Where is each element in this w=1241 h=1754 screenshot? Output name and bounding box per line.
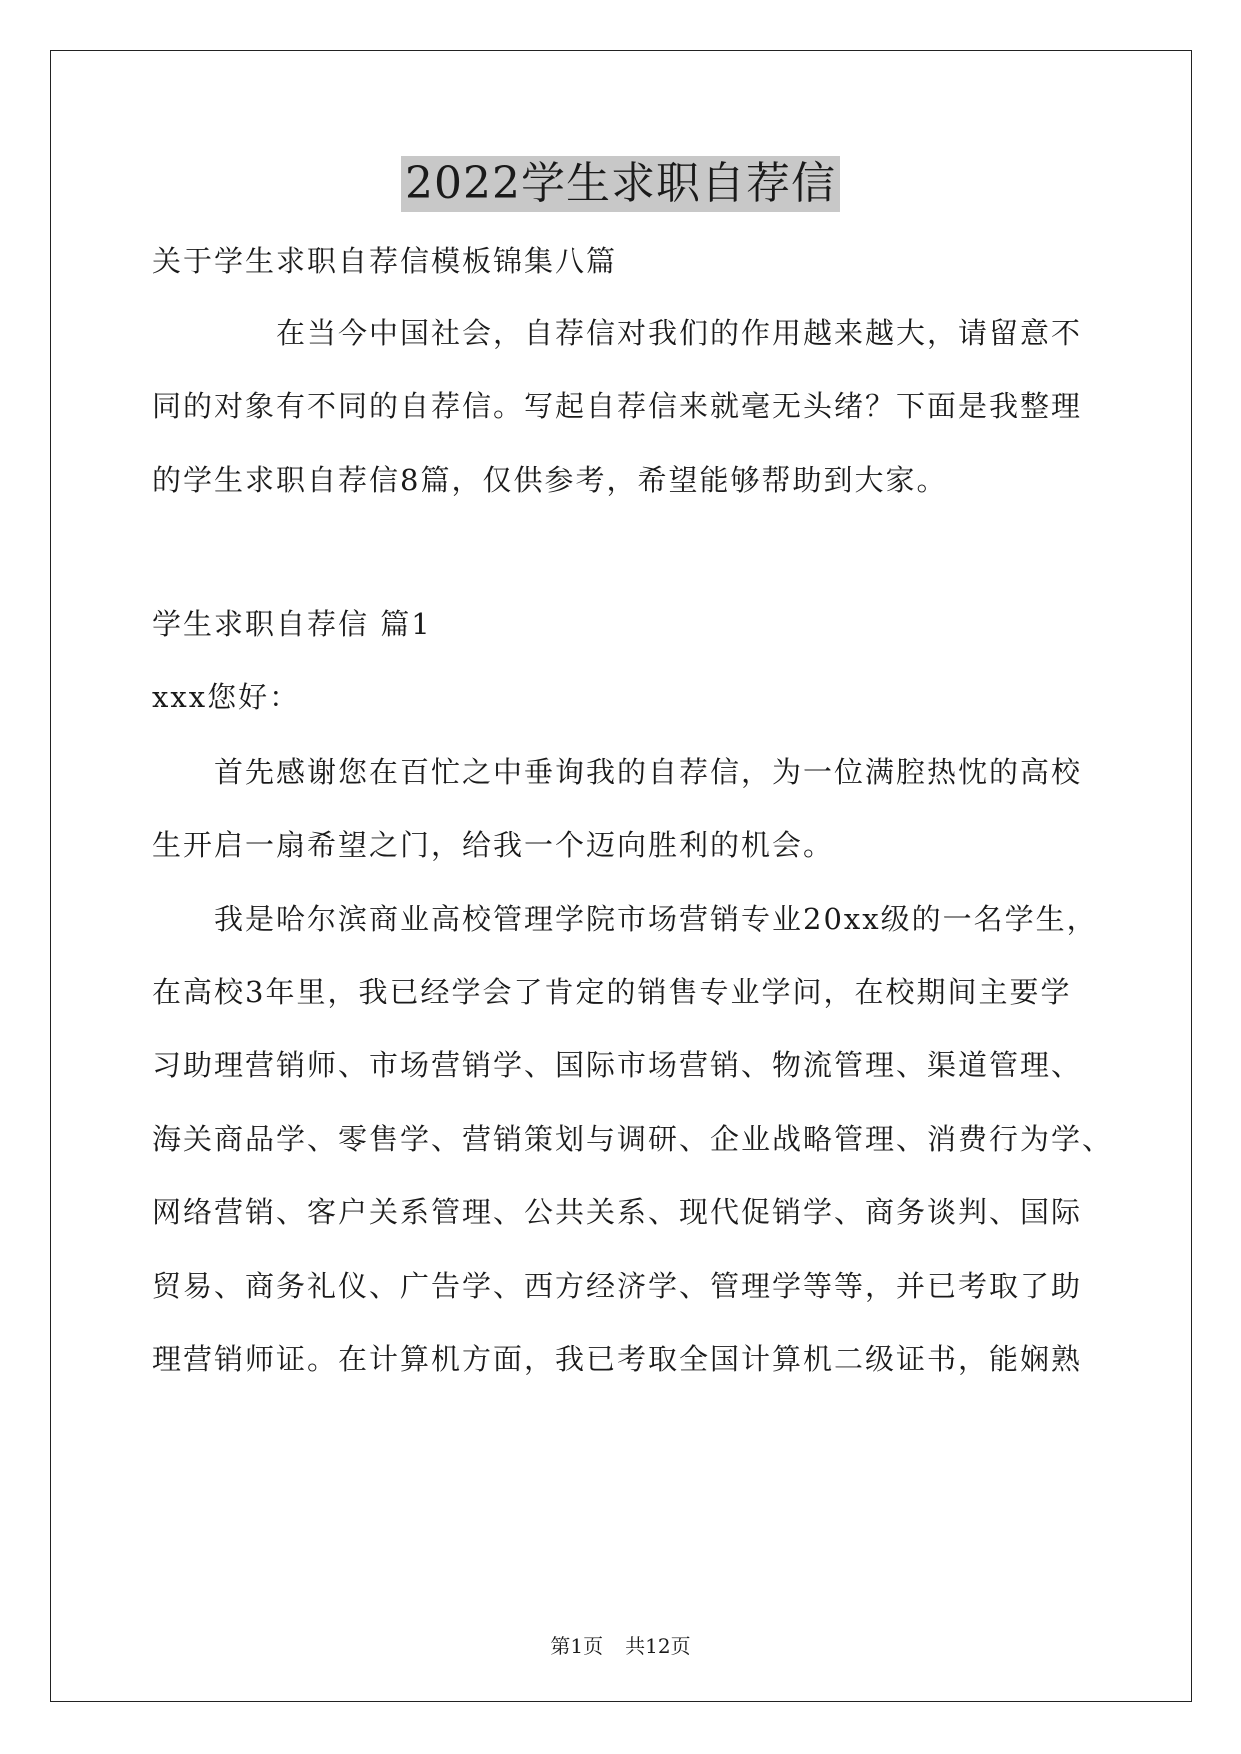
section-heading: 学生求职自荐信 篇1 bbox=[152, 607, 432, 641]
body-line: 在高校3年里，我已经学会了肯定的销售专业学问，在校期间主要学 bbox=[152, 975, 1072, 1009]
title-container bbox=[0, 156, 1241, 212]
page-border bbox=[50, 50, 1192, 1702]
page-number: 第1页 bbox=[550, 1634, 604, 1658]
page-footer bbox=[0, 1630, 1241, 1659]
subtitle: 关于学生求职自荐信模板锦集八篇 bbox=[152, 244, 618, 278]
body-line: 首先感谢您在百忙之中垂询我的自荐信，为一位满腔热忱的高校 bbox=[214, 755, 1083, 789]
body-line: 网络营销、客户关系管理、公共关系、现代促销学、商务谈判、国际 bbox=[152, 1195, 1083, 1229]
document-title: 2022学生求职自荐信 bbox=[401, 156, 840, 212]
body-line: 生开启一扇希望之门，给我一个迈向胜利的机会。 bbox=[152, 828, 835, 862]
body-line: 海关商品学、零售学、营销策划与调研、企业战略管理、消费行为学、 bbox=[152, 1122, 1114, 1156]
body-line: 习助理营销师、市场营销学、国际市场营销、物流管理、渠道管理、 bbox=[152, 1048, 1083, 1082]
greeting: xxx您好： bbox=[152, 680, 301, 714]
intro-line: 同的对象有不同的自荐信。写起自荐信来就毫无头绪？下面是我整理 bbox=[152, 389, 1083, 423]
intro-line: 在当今中国社会，自荐信对我们的作用越来越大，请留意不 bbox=[276, 316, 1083, 350]
body-line: 贸易、商务礼仪、广告学、西方经济学、管理学等等，并已考取了助 bbox=[152, 1269, 1083, 1303]
body-line: 我是哈尔滨商业高校管理学院市场营销专业20xx级的一名学生， bbox=[214, 902, 1098, 936]
intro-line: 的学生求职自荐信8篇，仅供参考，希望能够帮助到大家。 bbox=[152, 463, 948, 497]
page-total: 共12页 bbox=[625, 1634, 691, 1658]
body-line: 理营销师证。在计算机方面，我已考取全国计算机二级证书，能娴熟 bbox=[152, 1342, 1083, 1376]
